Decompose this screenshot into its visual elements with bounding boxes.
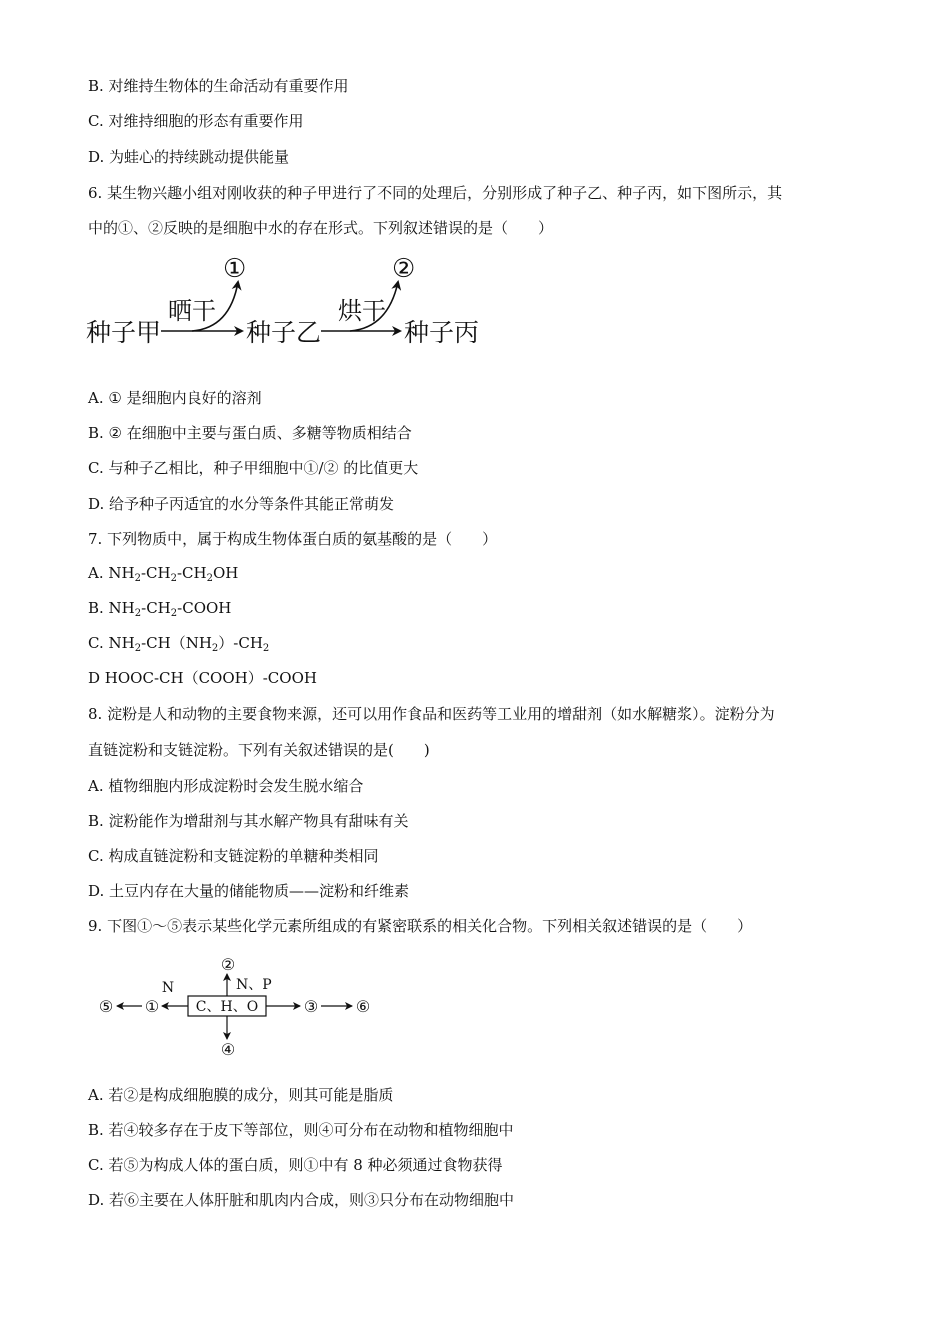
step2-label: 烘干: [338, 297, 386, 325]
q6-stem-line1: 6. 某生物兴趣小组对刚收获的种子甲进行了不同的处理后，分别形成了种子乙、种子丙，如下图所示，其: [88, 184, 783, 202]
q7-option-d: D HOOC-CH（COOH）-COOH: [88, 669, 317, 687]
q7-stem: 7. 下列物质中，属于构成生物体蛋白质的氨基酸的是（ ）: [88, 530, 498, 548]
q7-option-b: B. $NH_2-CH_2$-COOH: [88, 599, 232, 619]
element-box-label: C、H、O: [195, 999, 259, 1015]
q6-seed-drying-figure: [80, 250, 500, 360]
q9-stem: 9. 下图①～⑤表示某些化学元素所组成的有紧密联系的相关化合物。下列相关叙述错误的是（ ）: [88, 917, 753, 935]
q9-option-c: C. 若⑤为构成人体的蛋白质，则①中有 8 种必须通过食物获得: [88, 1156, 503, 1174]
seed-b-label: 种子乙: [246, 318, 322, 347]
q8-stem-line2: 直链淀粉和支链淀粉。下列有关叙述错误的是( ): [88, 741, 430, 759]
water-mark-1: ①: [223, 254, 247, 284]
q7-option-c: C. $NH_2-CH(NH_2)-CH_2$: [88, 634, 270, 654]
compound-1: ①: [144, 997, 160, 1016]
compound-4: ④: [220, 1040, 236, 1059]
q9-option-b: B. 若④较多存在于皮下等部位，则④可分布在动物和植物细胞中: [88, 1121, 514, 1139]
q6-option-a: A. ① 是细胞内良好的溶剂: [88, 389, 262, 407]
compound-2: ②: [220, 955, 236, 974]
step1-label: 晒干: [168, 297, 216, 325]
q5-option-c: C. 对维持细胞的形态有重要作用: [88, 112, 304, 130]
q6-option-c: C. 与种子乙相比，种子甲细胞中①/② 的比值更大: [88, 459, 419, 477]
q8-option-a: A. 植物细胞内形成淀粉时会发生脱水缩合: [88, 777, 364, 795]
q6-option-d: D. 给予种子丙适宜的水分等条件其能正常萌发: [88, 495, 395, 513]
compound-6: ⑥: [355, 997, 371, 1016]
seed-a-label: 种子甲: [86, 318, 162, 347]
q6-option-b: B. ② 在细胞中主要与蛋白质、多糖等物质相结合: [88, 424, 412, 442]
q7-option-a: A. $NH_2-CH_2-CH_2OH$: [88, 564, 239, 584]
q5-option-b: B. 对维持生物体的生命活动有重要作用: [88, 77, 349, 95]
np-label: N、P: [236, 977, 272, 993]
q9-option-d: D. 若⑥主要在人体肝脏和肌肉内合成，则③只分布在动物细胞中: [88, 1191, 515, 1209]
q9-option-a: A. 若②是构成细胞膜的成分，则其可能是脂质: [88, 1086, 394, 1104]
seed-c-label: 种子丙: [404, 318, 480, 347]
n-label: N: [161, 980, 175, 996]
q5-option-d: D. 为蛙心的持续跳动提供能量: [88, 148, 290, 166]
compound-3: ③: [303, 997, 319, 1016]
q6-stem-line2: 中的①、②反映的是细胞中水的存在形式。下列叙述错误的是（ ）: [88, 219, 554, 237]
compound-5: ⑤: [98, 997, 114, 1016]
water-mark-2: ②: [392, 254, 416, 284]
q8-option-d: D. 土豆内存在大量的储能物质——淀粉和纤维素: [88, 882, 410, 900]
q8-option-c: C. 构成直链淀粉和支链淀粉的单糖种类相同: [88, 847, 379, 865]
q9-compound-diagram: [90, 952, 390, 1062]
q8-stem-line1: 8. 淀粉是人和动物的主要食物来源，还可以用作食品和医药等工业用的增甜剂（如水解糖浆）。淀粉分为: [88, 705, 775, 723]
q8-option-b: B. 淀粉能作为增甜剂与其水解产物具有甜味有关: [88, 812, 409, 830]
